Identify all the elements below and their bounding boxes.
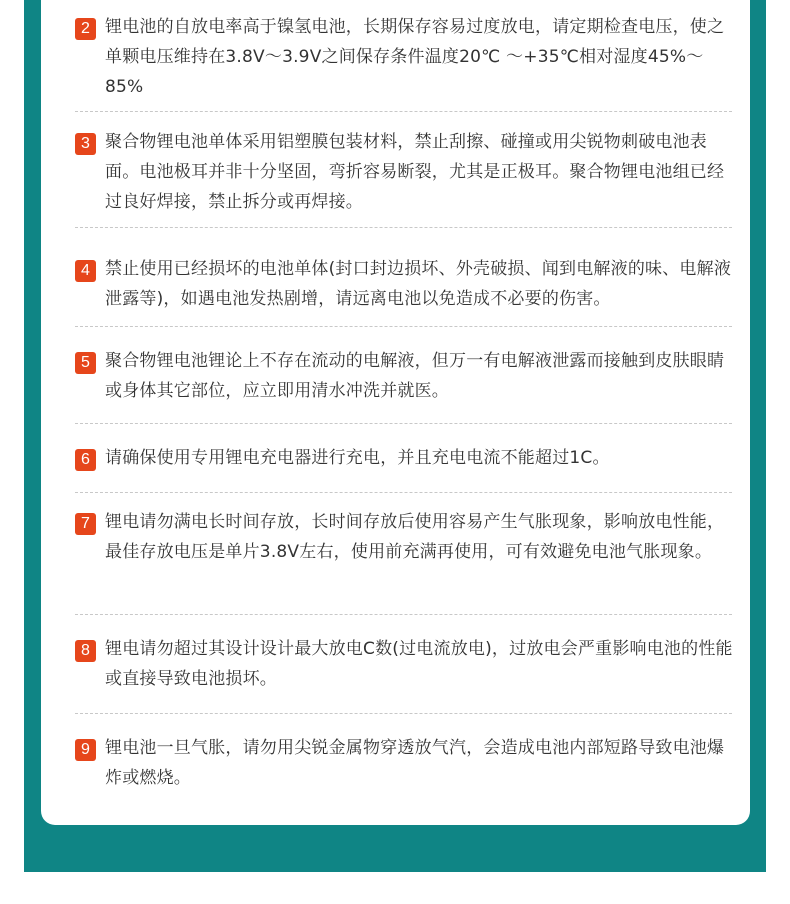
item-number-badge: 6 — [75, 449, 96, 471]
item-text: 锂电池的自放电率高于镍氢电池，长期保存容易过度放电，请定期检查电压，使之单颗电压维持在3.8V～3.9V之间保存条件温度20℃ ～+35℃相对湿度45%～85% — [105, 17, 725, 97]
divider — [75, 227, 732, 228]
list-item — [75, 346, 735, 406]
list-item — [75, 12, 735, 102]
item-number-badge: 7 — [75, 513, 96, 535]
list-item — [75, 634, 735, 694]
item-number-badge: 8 — [75, 640, 96, 662]
divider — [75, 111, 732, 112]
list-item — [75, 127, 735, 217]
item-number-badge: 5 — [75, 352, 96, 374]
divider — [75, 492, 732, 493]
item-number-badge: 4 — [75, 260, 96, 282]
item-text: 请确保使用专用锂电充电器进行充电，并且充电电流不能超过1C。 — [105, 448, 610, 468]
item-number-badge: 2 — [75, 18, 96, 40]
divider — [75, 614, 732, 615]
item-number-badge: 3 — [75, 133, 96, 155]
list-item — [75, 254, 735, 314]
divider — [75, 326, 732, 327]
item-number-badge: 9 — [75, 739, 96, 761]
item-text: 锂电池一旦气胀，请勿用尖锐金属物穿透放气汽，会造成电池内部短路导致电池爆炸或燃烧。 — [105, 738, 725, 788]
item-text: 禁止使用已经损坏的电池单体(封口封边损坏、外壳破损、闻到电解液的味、电解液泄露等)，如遇电池发热剧增，请远离电池以免造成不必要的伤害。 — [105, 259, 732, 309]
divider — [75, 713, 732, 714]
divider — [75, 423, 732, 424]
content-card — [41, 0, 750, 825]
list-item — [75, 733, 735, 793]
item-text: 锂电请勿超过其设计设计最大放电C数(过电流放电)，过放电会严重影响电池的性能或直接导致电池损坏。 — [105, 639, 733, 689]
list-item — [75, 443, 735, 473]
item-text: 聚合物锂电池锂论上不存在流动的电解液，但万一有电解液泄露而接触到皮肤眼睛或身体其它部位，应立即用清水冲洗并就医。 — [105, 351, 725, 401]
item-text: 锂电请勿满电长时间存放，长时间存放后使用容易产生气胀现象，影响放电性能，最佳存放电压是单片3.8V左右，使用前充满再使用，可有效避免电池气胀现象。 — [105, 512, 725, 562]
list-item — [75, 507, 735, 567]
item-text: 聚合物锂电池单体采用铝塑膜包装材料，禁止刮擦、碰撞或用尖锐物刺破电池表面。电池极耳并非十分坚固，弯折容易断裂，尤其是正极耳。聚合物锂电池组已经过良好焊接，禁止拆分或再焊接。 — [105, 132, 725, 212]
